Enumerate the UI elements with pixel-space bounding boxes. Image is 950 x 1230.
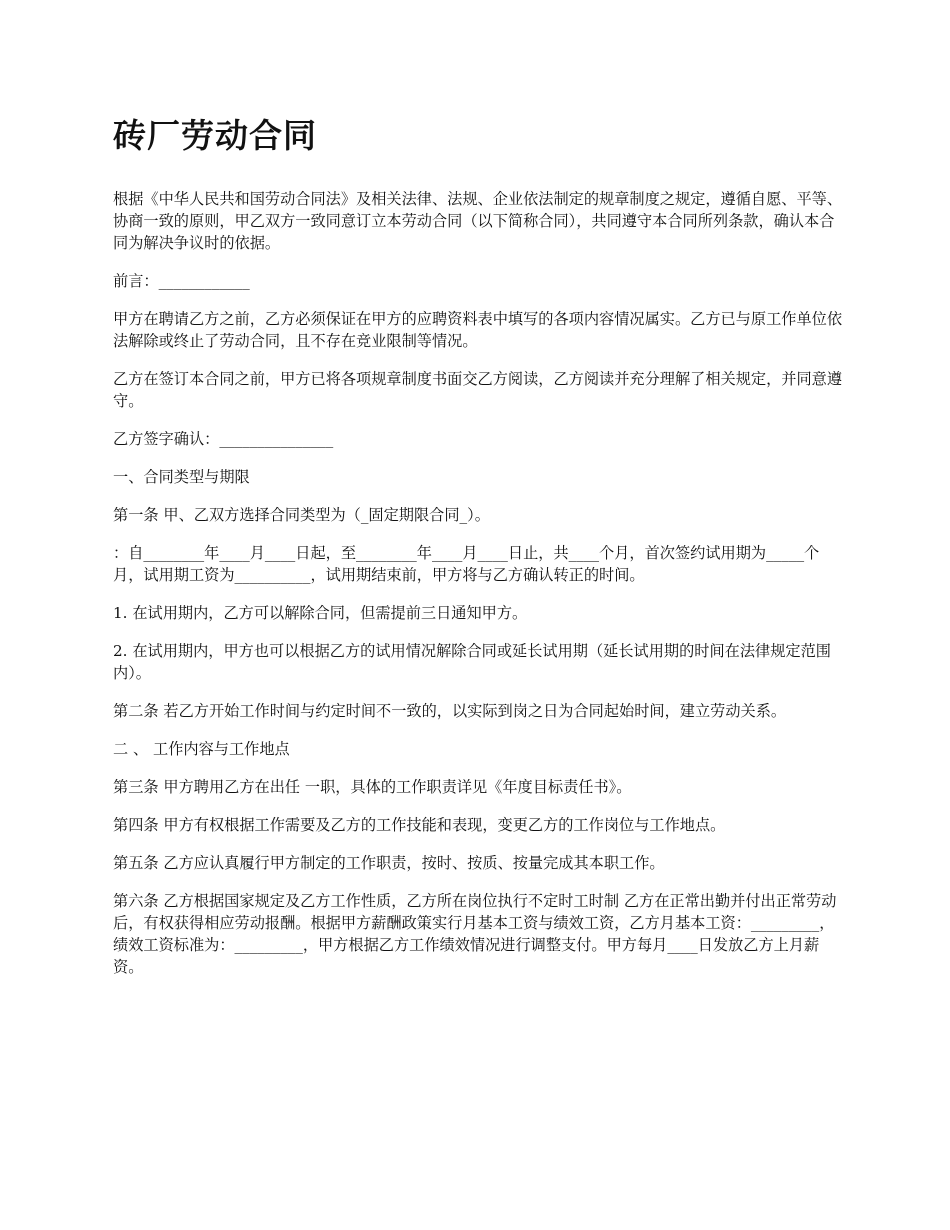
rules-acknowledgement-paragraph: 乙方在签订本合同之前，甲方已将各项规章制度书面交乙方阅读，乙方阅读并充分理解了相关规定，并同意遵守。 bbox=[113, 370, 842, 410]
article-5: 第五条 乙方应认真履行甲方制定的工作职责，按时、按质、按量完成其本职工作。 bbox=[113, 854, 665, 872]
probation-item-1: 1. 在试用期内，乙方可以解除合同，但需提前三日通知甲方。 bbox=[113, 604, 528, 622]
article-2: 第二条 若乙方开始工作时间与约定时间不一致的，以实际到岗之日为合同起始时间，建立劳动关系。 bbox=[113, 702, 787, 720]
document-title: 砖厂劳动合同 bbox=[113, 116, 317, 155]
declaration-paragraph: 甲方在聘请乙方之前，乙方必须保证在甲方的应聘资料表中填写的各项内容情况属实。乙方已与原工作单位依法解除或终止了劳动合同，且不存在竞业限制等情况。 bbox=[113, 310, 842, 350]
article-4: 第四条 甲方有权根据工作需要及乙方的工作技能和表现，变更乙方的工作岗位与工作地点。 bbox=[113, 816, 726, 834]
signature-confirmation-line: 乙方签字确认：_______________ bbox=[113, 430, 334, 448]
contract-period-paragraph: ：自________年____月____日起，至________年____月____日止，共____个月，首次签约试用期为_____个月，试用期工资为__________，试用期结束前，甲方将与乙方确认转正的时间。 bbox=[113, 544, 820, 584]
probation-item-2: 2. 在试用期内，甲方也可以根据乙方的试用情况解除合同或延长试用期（延长试用期的时间在法律规定范围内）。 bbox=[113, 642, 831, 682]
section-heading-work-content: 二 、 工作内容与工作地点 bbox=[113, 740, 290, 758]
article-1: 第一条 甲、乙双方选择合同类型为（_固定期限合同_）。 bbox=[113, 506, 490, 524]
document-page bbox=[113, 112, 843, 994]
article-3: 第三条 甲方聘用乙方在出任 一职，具体的工作职责详见《年度目标责任书》。 bbox=[113, 778, 632, 796]
article-6: 第六条 乙方根据国家规定及乙方工作性质，乙方所在岗位执行不定时工时制 乙方在正常出勤并付出正常劳动后，有权获得相应劳动报酬。根据甲方薪酬政策实行月基本工资与绩效工资，乙方月基本工资：_________，绩效工资标准为：_________，甲方根据乙方工作绩效情况进行调整支付。甲方每月____日发放乙方上月薪资。 bbox=[113, 892, 837, 976]
preface-line: 前言：____________ bbox=[113, 272, 250, 290]
intro-paragraph: 根据《中华人民共和国劳动合同法》及相关法律、法规、企业依法制定的规章制度之规定，遵循自愿、平等、协商一致的原则，甲乙双方一致同意订立本劳动合同（以下简称合同），共同遵守本合同所列条款，确认本合同为解决争议时的依据。 bbox=[113, 190, 842, 252]
section-heading-contract-type: 一、合同类型与期限 bbox=[113, 468, 250, 486]
